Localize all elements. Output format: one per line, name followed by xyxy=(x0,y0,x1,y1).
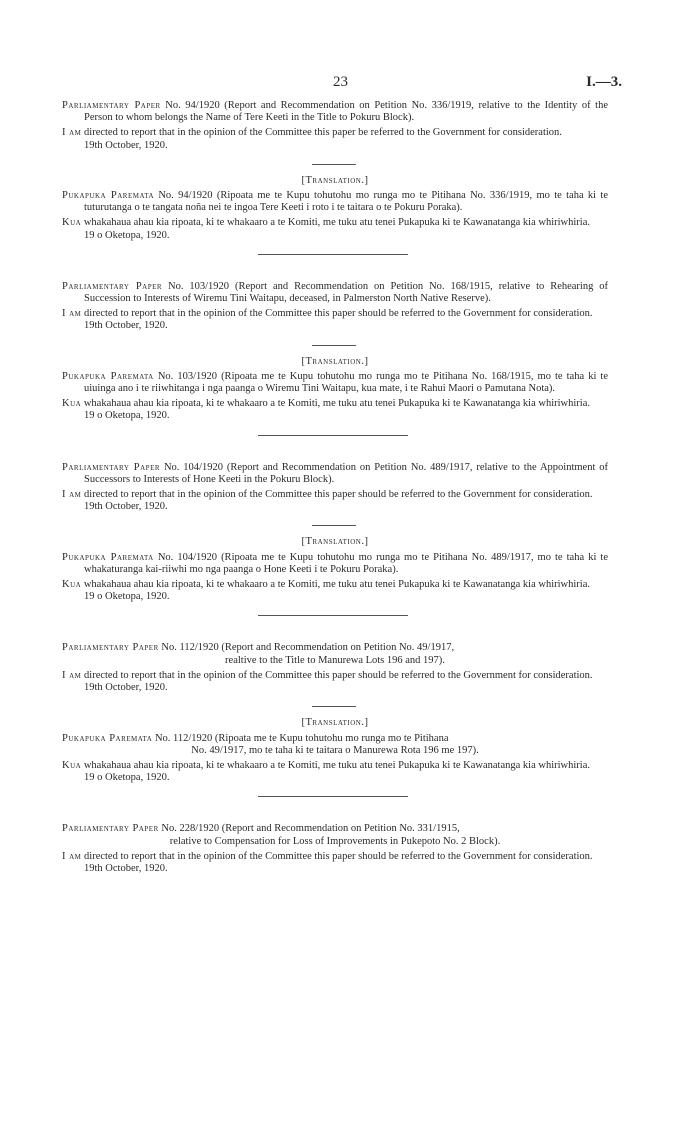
english-date: 19th October, 1920. xyxy=(84,320,168,332)
body-label: Kua xyxy=(62,579,82,591)
english-body xyxy=(62,851,608,863)
heading-label: Parliamentary Paper xyxy=(62,642,159,654)
paper-section-104 xyxy=(62,462,608,617)
body-label: Kua xyxy=(62,759,82,771)
page-header xyxy=(0,74,700,94)
heading-label: Parliamentary Paper xyxy=(62,100,161,111)
body-text: whakahaua ahau kia ripoata, ki te whakaaro a te Komiti, me tuku atu tenei Pukapuka ki te Kawanatanga kia whiriwhiria. xyxy=(83,579,590,591)
body-text: whakahaua ahau kia ripoata, ki te whakaaro a te Komiti, me tuku atu tenei Pukapuka ki te Kawanatanga kia whiriwhiria. xyxy=(83,217,590,229)
english-body xyxy=(62,670,608,682)
body-label: Kua xyxy=(62,217,82,229)
english-body xyxy=(62,127,608,139)
paper-section-112 xyxy=(62,642,608,797)
maori-heading xyxy=(62,552,608,576)
divider-short xyxy=(312,525,356,526)
divider-long xyxy=(258,254,408,255)
body-label: I am xyxy=(62,850,82,862)
translation-label: [Translation.] xyxy=(301,717,369,729)
translation-label: [Translation.] xyxy=(301,355,369,367)
body-label: I am xyxy=(62,127,82,139)
page-content xyxy=(62,100,608,875)
heading-label: Pukapuka Paremata xyxy=(62,370,154,382)
maori-heading xyxy=(62,190,608,214)
maori-date: 19 o Oketopa, 1920. xyxy=(84,410,170,422)
heading-text-line1: No. 112/1920 (Ripoata me te Kupu tohutohu mo runga mo te Pitihana xyxy=(154,732,449,744)
document-reference: I.—3. xyxy=(586,74,622,90)
heading-text: No. 103/1920 (Report and Recommendation on Petition No. 168/1915, relative to Rehearing of Succession to Interests of Wiremu Tini Waitapu, deceased, in Palmerston North Native Reserve). xyxy=(84,280,609,305)
english-heading xyxy=(62,100,608,124)
heading-label: Pukapuka Paremata xyxy=(62,551,154,563)
body-text: directed to report that in the opinion of the Committee this paper should be referred to the Government for consideration. xyxy=(84,489,593,501)
maori-heading xyxy=(62,371,608,395)
maori-body xyxy=(62,579,608,591)
maori-body xyxy=(62,760,608,772)
english-heading xyxy=(62,462,608,486)
heading-label: Pukapuka Paremata xyxy=(62,732,153,744)
divider-long xyxy=(258,435,408,436)
heading-text-line2: relative to Compensation for Loss of Improvements in Pukepoto No. 2 Block). xyxy=(169,835,501,847)
heading-label: Pukapuka Paremata xyxy=(62,190,155,202)
heading-label: Parliamentary Paper xyxy=(62,280,163,292)
english-heading xyxy=(62,823,608,847)
heading-text-line2: No. 49/1917, mo te taha ki te taitara o Manurewa Rota 196 me 197). xyxy=(191,744,479,756)
divider-short xyxy=(312,164,356,165)
body-text: directed to report that in the opinion of the Committee this paper should be referred to the Government for consideration. xyxy=(84,850,593,862)
english-heading xyxy=(62,281,608,305)
heading-text-line1: No. 112/1920 (Report and Recommendation on Petition No. 49/1917, xyxy=(161,642,455,654)
maori-date: 19 o Oketopa, 1920. xyxy=(84,772,170,784)
body-label: I am xyxy=(62,489,82,501)
translation-label: [Translation.] xyxy=(301,536,369,548)
page-number: 23 xyxy=(333,74,348,90)
maori-date: 19 o Oketopa, 1920. xyxy=(84,591,170,603)
divider-short xyxy=(312,706,356,707)
paper-section-228 xyxy=(62,823,608,875)
maori-date: 19 o Oketopa, 1920. xyxy=(84,229,170,241)
english-date: 19th October, 1920. xyxy=(84,139,168,151)
divider-long xyxy=(258,615,408,616)
english-body xyxy=(62,489,608,501)
english-body xyxy=(62,308,608,320)
body-label: I am xyxy=(62,669,82,681)
paper-section-94 xyxy=(62,100,608,255)
divider-short xyxy=(312,345,356,346)
maori-heading xyxy=(62,733,608,757)
heading-text-line2: realtive to the Title to Manurewa Lots 196 and 197). xyxy=(225,654,445,666)
heading-text: No. 94/1920 (Ripoata me te Kupu tohutohu mo runga mo te Pitihana No. 336/1919, mo te taha ki te tuturutanga o te tangata noña nei te ingoa Tere Keeti i roto i te taitara o te Pokuru Poraka). xyxy=(84,190,609,214)
english-heading xyxy=(62,642,608,666)
english-date: 19th October, 1920. xyxy=(84,682,168,694)
english-date: 19th October, 1920. xyxy=(84,862,168,874)
maori-body xyxy=(62,398,608,410)
paper-section-103 xyxy=(62,281,608,436)
body-label: I am xyxy=(62,308,82,320)
body-label: Kua xyxy=(62,398,82,410)
body-text: directed to report that in the opinion of the Committee this paper should be referred to the Government for consideration. xyxy=(84,308,593,320)
heading-label: Parliamentary Paper xyxy=(62,823,159,835)
maori-body xyxy=(62,217,608,229)
body-text: whakahaua ahau kia ripoata, ki te whakaaro a te Komiti, me tuku atu tenei Pukapuka ki te Kawanatanga kia whiriwhiria. xyxy=(83,398,590,410)
english-date: 19th October, 1920. xyxy=(84,501,168,513)
translation-label: [Translation.] xyxy=(301,174,369,186)
heading-text: No. 103/1920 (Ripoata me te Kupu tohutohu mo runga mo te Pitihana No. 168/1915, mo te taha ki te uiuinga ano i te riiwhitanga i nga paanga o Wiremu Tini Waitapu, kua mate, i te Rahui Maori o Pamutana Nota). xyxy=(84,370,608,395)
heading-text: No. 104/1920 (Ripoata me te Kupu tohutohu mo runga mo te Pitihana No. 489/1917, mo te taha ki te whakaturanga kai-riiwhi mo nga paanga o Hone Keeti i te Pokuru Poraka). xyxy=(84,551,608,575)
heading-text: No. 94/1920 (Report and Recommendation on Petition No. 336/1919, relative to the Identity of the Person to whom belongs the Name of Tere Keeti in the Title to Pokuru Block). xyxy=(84,100,609,124)
heading-text-line1: No. 228/1920 (Report and Recommendation on Petition No. 331/1915, xyxy=(161,823,460,835)
body-text: whakahaua ahau kia ripoata, ki te whakaaro a te Komiti, me tuku atu tenei Pukapuka ki te Kawanatanga kia whiriwhiria. xyxy=(83,759,590,771)
divider-long xyxy=(258,796,408,797)
body-text: directed to report that in the opinion of the Committee this paper should be referred to the Government for consideration. xyxy=(84,669,593,681)
heading-text: No. 104/1920 (Report and Recommendation on Petition No. 489/1917, relative to the Appointment of Successors to Interests of Hone Keeti in the Pokuru Block). xyxy=(84,461,609,485)
heading-label: Parliamentary Paper xyxy=(62,461,161,473)
body-text: directed to report that in the opinion of the Committee this paper be referred to the Government for consideration. xyxy=(84,127,562,139)
